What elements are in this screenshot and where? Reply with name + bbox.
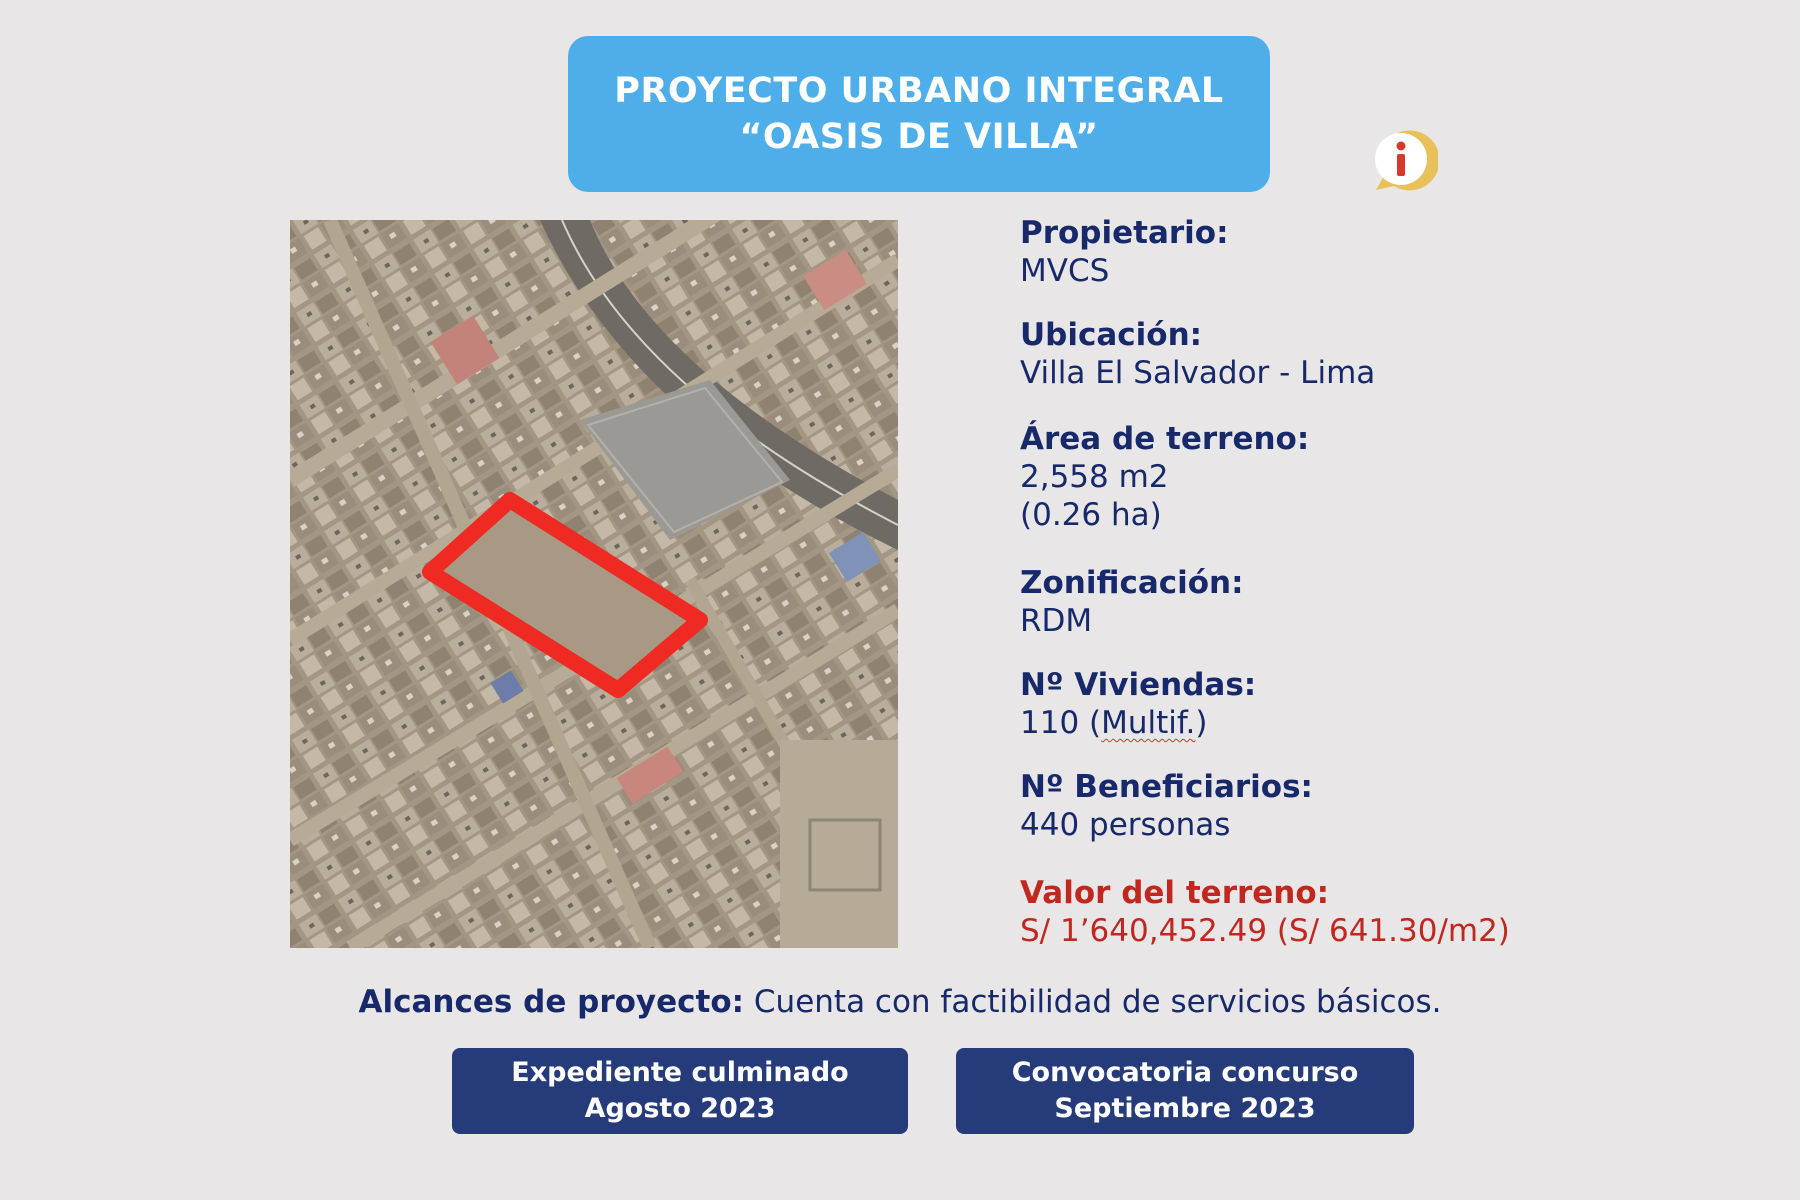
propietario-label: Propietario: bbox=[1020, 215, 1229, 251]
valor-label: Valor del terreno: bbox=[1020, 875, 1330, 911]
beneficiarios-label: Nº Beneficiarios: bbox=[1020, 769, 1313, 805]
project-title-line2: “OASIS DE VILLA” bbox=[739, 117, 1099, 157]
aerial-map-image bbox=[290, 220, 898, 948]
milestone-convocatoria bbox=[956, 1048, 1414, 1134]
project-title-banner bbox=[568, 36, 1270, 192]
zonificacion-label: Zonificación: bbox=[1020, 565, 1244, 601]
project-title-line1: PROYECTO URBANO INTEGRAL bbox=[614, 71, 1224, 111]
viviendas-close: ) bbox=[1195, 705, 1208, 741]
field-zonificacion bbox=[1020, 564, 1720, 640]
viviendas-type: Multif. bbox=[1101, 705, 1196, 741]
zonificacion-value: RDM bbox=[1020, 603, 1093, 639]
project-scope bbox=[0, 982, 1800, 1022]
field-viviendas bbox=[1020, 666, 1720, 742]
valor-value: S/ 1’640,452.49 (S/ 641.30/m2) bbox=[1020, 913, 1510, 949]
ubicacion-label: Ubicación: bbox=[1020, 317, 1203, 353]
milestone-convocatoria-title: Convocatoria concurso bbox=[1011, 1057, 1359, 1088]
field-ubicacion bbox=[1020, 316, 1720, 392]
field-valor-terreno bbox=[1020, 874, 1720, 950]
viviendas-value bbox=[1020, 704, 1720, 742]
milestone-expediente-date: Agosto 2023 bbox=[584, 1093, 776, 1124]
beneficiarios-value: 440 personas bbox=[1020, 807, 1231, 843]
info-bubble-icon[interactable] bbox=[1364, 124, 1438, 196]
area-value-m2: 2,558 m2 bbox=[1020, 459, 1169, 495]
propietario-value: MVCS bbox=[1020, 253, 1110, 289]
area-label: Área de terreno: bbox=[1020, 421, 1310, 457]
field-area bbox=[1020, 420, 1720, 534]
scope-text: Cuenta con factibilidad de servicios básicos. bbox=[744, 984, 1442, 1020]
scope-label: Alcances de proyecto: bbox=[358, 984, 745, 1020]
area-value-ha: (0.26 ha) bbox=[1020, 497, 1162, 533]
milestone-convocatoria-date: Septiembre 2023 bbox=[1054, 1093, 1316, 1124]
viviendas-label: Nº Viviendas: bbox=[1020, 667, 1257, 703]
viviendas-number: 110 ( bbox=[1020, 705, 1102, 741]
field-propietario bbox=[1020, 214, 1720, 290]
field-beneficiarios bbox=[1020, 768, 1720, 844]
milestone-expediente-title: Expediente culminado bbox=[511, 1057, 849, 1088]
ubicacion-value: Villa El Salvador - Lima bbox=[1020, 355, 1376, 391]
milestone-expediente bbox=[452, 1048, 908, 1134]
